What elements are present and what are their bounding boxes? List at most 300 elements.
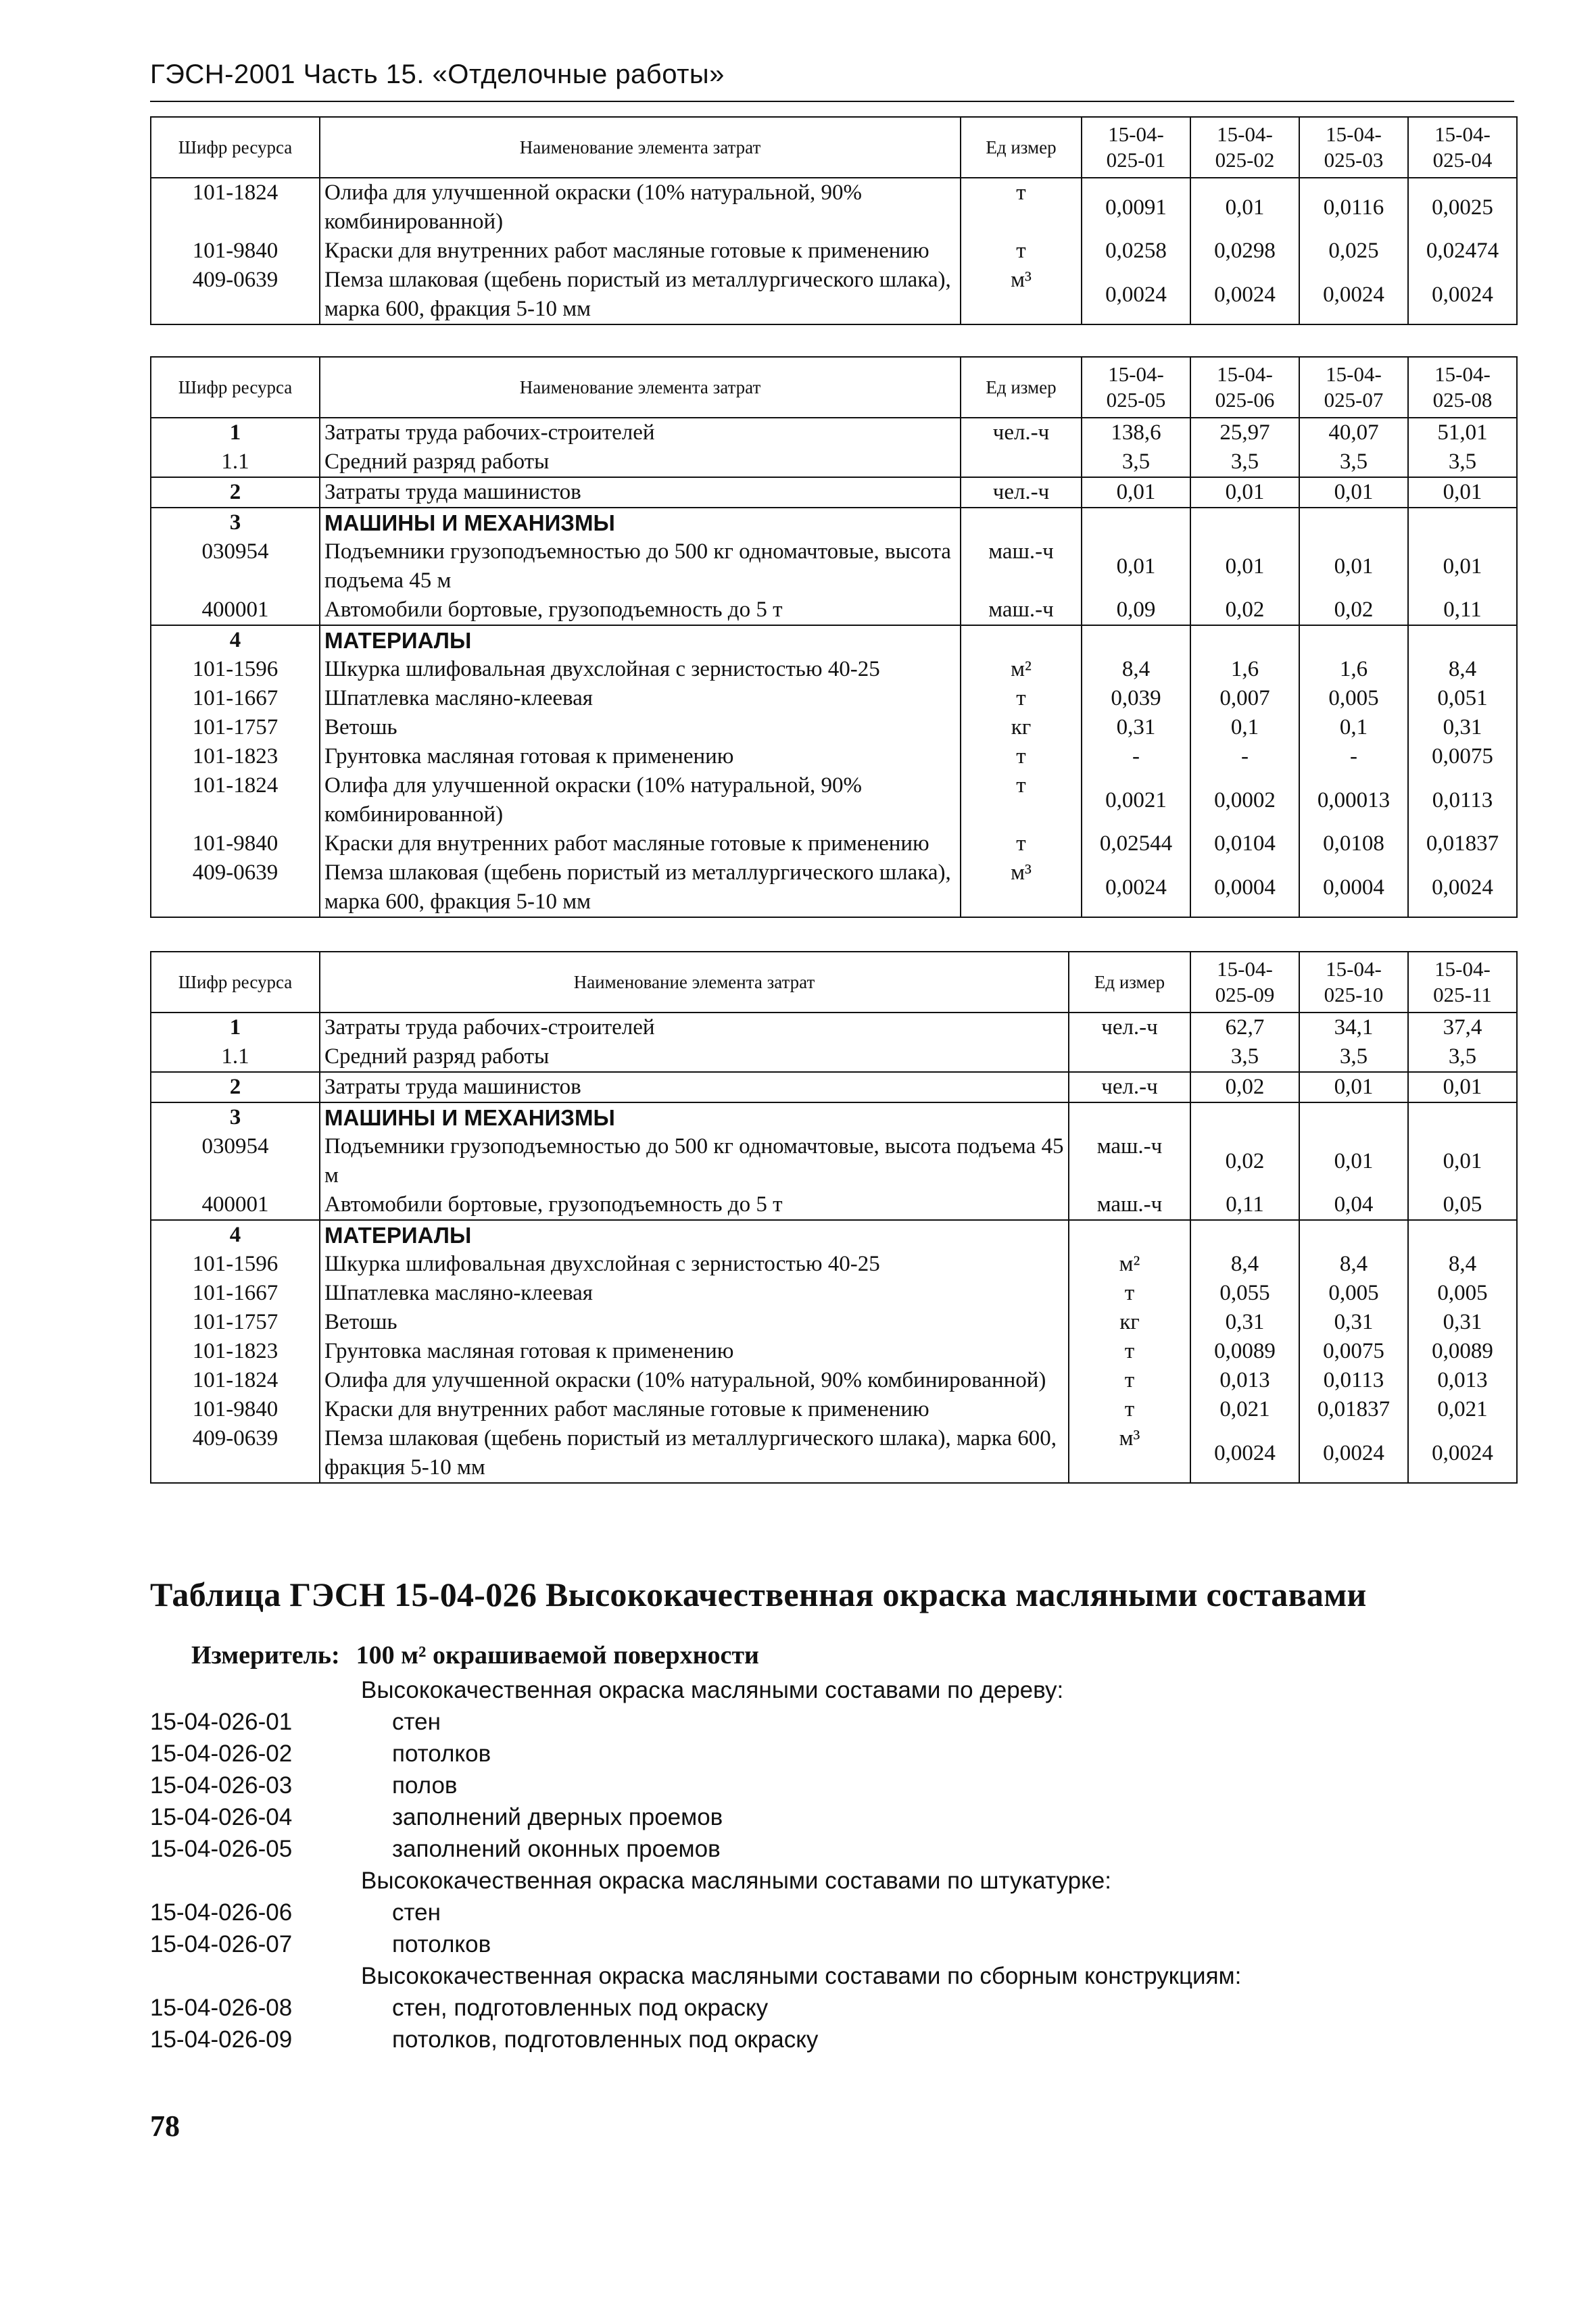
resource-name: Затраты труда рабочих-строителей (320, 1013, 1069, 1042)
unit-cell: маш.-ч (1069, 1132, 1190, 1190)
resource-name: Пемза шлаковая (щебень пористый из металлургического шлака), марка 600, фракция 5-10 мм (320, 266, 961, 324)
table-header-row (151, 117, 1517, 178)
table-title: Таблица ГЭСН 15-04-026 Высококачественная окраска масляными составами (150, 1576, 1367, 1613)
value-cell: 138,6 (1082, 418, 1190, 447)
value-cell: 0,31 (1299, 1308, 1408, 1337)
section-heading: МАШИНЫ И МЕХАНИЗМЫ (320, 1102, 1069, 1132)
work-group-heading (150, 1960, 1489, 1992)
header-unit: Ед измер (961, 357, 1082, 418)
unit-cell: т (961, 178, 1082, 237)
value-cell: 0,01 (1408, 1132, 1517, 1190)
resource-name: Грунтовка масляная готовая к применению (320, 742, 961, 771)
resource-name: Затраты труда рабочих-строителей (320, 418, 961, 447)
value-cell: 0,0004 (1299, 858, 1408, 917)
header-column-code: 15-04- 025-06 (1190, 357, 1299, 418)
header-column-code: 15-04- 025-05 (1082, 357, 1190, 418)
unit-cell: т (961, 742, 1082, 771)
value-cell: 0,0002 (1190, 771, 1299, 829)
value-cell: 0,005 (1299, 684, 1408, 713)
value-cell: 0,005 (1299, 1279, 1408, 1308)
value-cell (1190, 1102, 1299, 1132)
header-name: Наименование элемента затрат (320, 952, 1069, 1013)
value-cell: 0,31 (1082, 713, 1190, 742)
resource-code: 030954 (151, 1132, 320, 1190)
work-item (150, 1928, 1489, 1960)
resource-table-025-09-11 (150, 951, 1518, 1484)
value-cell: 0,005 (1408, 1279, 1517, 1308)
value-cell: 0,01 (1299, 1072, 1408, 1102)
value-cell: 40,07 (1299, 418, 1408, 447)
work-item (150, 1897, 1489, 1928)
table-row (151, 771, 1517, 829)
value-cell: 0,0024 (1408, 858, 1517, 917)
work-item-text: Высококачественная окраска масляными составами по сборным конструкциям: (361, 1963, 1242, 1989)
resource-code: 101-1667 (151, 684, 320, 713)
unit-cell: м² (1069, 1250, 1190, 1279)
work-item-text: заполнений дверных проемов (392, 1804, 723, 1830)
value-cell: 0,0258 (1082, 237, 1190, 266)
table-row (151, 858, 1517, 917)
unit-cell: т (1069, 1337, 1190, 1366)
value-cell: 1,6 (1299, 655, 1408, 684)
table-row (151, 1132, 1517, 1190)
work-item-text: потолков (392, 1740, 491, 1767)
table-row (151, 1220, 1517, 1250)
unit-cell: маш.-ч (1069, 1190, 1190, 1220)
resource-code: 030954 (151, 537, 320, 595)
resource-name: Средний разряд работы (320, 447, 961, 477)
unit-cell (961, 625, 1082, 655)
value-cell: - (1082, 742, 1190, 771)
resource-code: 101-1596 (151, 1250, 320, 1279)
header-name: Наименование элемента затрат (320, 117, 961, 178)
table-row (151, 684, 1517, 713)
resource-code: 101-1667 (151, 1279, 320, 1308)
unit-cell: чел.-ч (961, 477, 1082, 508)
value-cell: 0,02 (1299, 595, 1408, 625)
value-cell: 0,01 (1190, 537, 1299, 595)
work-item-code: 15-04-026-03 (150, 1772, 293, 1799)
value-cell: 0,021 (1190, 1395, 1299, 1424)
unit-cell: маш.-ч (961, 537, 1082, 595)
value-cell: 0,01 (1190, 178, 1299, 237)
table-row (151, 742, 1517, 771)
resource-name: Шкурка шлифовальная двухслойная с зернистостью 40-25 (320, 655, 961, 684)
resource-code: 409-0639 (151, 858, 320, 917)
resource-name: Олифа для улучшенной окраски (10% натуральной, 90% комбинированной) (320, 1366, 1069, 1395)
value-cell: 0,31 (1190, 1308, 1299, 1337)
work-item (150, 1738, 1489, 1770)
measure-label: Измеритель: (191, 1641, 340, 1670)
value-cell: 0,01 (1299, 1132, 1408, 1190)
resource-name: Шкурка шлифовальная двухслойная с зернистостью 40-25 (320, 1250, 1069, 1279)
value-cell: 0,025 (1299, 237, 1408, 266)
value-cell: 0,0113 (1408, 771, 1517, 829)
value-cell: 8,4 (1408, 1250, 1517, 1279)
table-row (151, 1072, 1517, 1102)
unit-cell: т (1069, 1279, 1190, 1308)
value-cell: 3,5 (1408, 1042, 1517, 1072)
table-row (151, 655, 1517, 684)
value-cell: 0,31 (1408, 713, 1517, 742)
table-row (151, 1102, 1517, 1132)
resource-code: 101-1757 (151, 713, 320, 742)
value-cell (1299, 625, 1408, 655)
unit-cell: т (961, 684, 1082, 713)
value-cell: 0,007 (1190, 684, 1299, 713)
resource-code: 4 (151, 625, 320, 655)
value-cell: 0,01 (1299, 537, 1408, 595)
value-cell: 3,5 (1299, 447, 1408, 477)
value-cell (1408, 1220, 1517, 1250)
value-cell: 0,039 (1082, 684, 1190, 713)
work-item-code: 15-04-026-09 (150, 2026, 293, 2053)
work-item (150, 2024, 1489, 2055)
value-cell: 0,013 (1408, 1366, 1517, 1395)
table-row (151, 1042, 1517, 1072)
resource-name: Подъемники грузоподъемностью до 500 кг одномачтовые, высота подъема 45 м (320, 1132, 1069, 1190)
unit-cell: т (961, 237, 1082, 266)
table-row (151, 1424, 1517, 1483)
unit-cell: м³ (961, 266, 1082, 324)
header-column-code: 15-04- 025-04 (1408, 117, 1517, 178)
value-cell: 0,09 (1082, 595, 1190, 625)
table-row (151, 508, 1517, 537)
resource-name: Грунтовка масляная готовая к применению (320, 1337, 1069, 1366)
resource-code: 409-0639 (151, 1424, 320, 1483)
resource-code: 2 (151, 477, 320, 508)
work-item (150, 1706, 1489, 1738)
table-header-row (151, 952, 1517, 1013)
value-cell: 0,0021 (1082, 771, 1190, 829)
resource-name: Краски для внутренних работ масляные готовые к применению (320, 829, 961, 858)
value-cell: 1,6 (1190, 655, 1299, 684)
value-cell: 51,01 (1408, 418, 1517, 447)
measure-value: 100 м² окрашиваемой поверхности (356, 1641, 759, 1670)
value-cell: 0,01 (1408, 477, 1517, 508)
resource-name: Затраты труда машинистов (320, 1072, 1069, 1102)
work-item-code: 15-04-026-01 (150, 1709, 293, 1735)
value-cell: 25,97 (1190, 418, 1299, 447)
unit-cell (1069, 1102, 1190, 1132)
value-cell: 0,0024 (1408, 1424, 1517, 1483)
value-cell: 0,0298 (1190, 237, 1299, 266)
value-cell: 0,0075 (1299, 1337, 1408, 1366)
value-cell: 0,0004 (1190, 858, 1299, 917)
unit-cell: м² (961, 655, 1082, 684)
value-cell (1299, 508, 1408, 537)
section-heading: МАШИНЫ И МЕХАНИЗМЫ (320, 508, 961, 537)
value-cell: 0,055 (1190, 1279, 1299, 1308)
value-cell (1190, 508, 1299, 537)
work-item-code: 15-04-026-07 (150, 1931, 293, 1957)
table-row (151, 1395, 1517, 1424)
value-cell: 0,01 (1082, 537, 1190, 595)
header-column-code: 15-04- 025-03 (1299, 117, 1408, 178)
value-cell: 0,0089 (1408, 1337, 1517, 1366)
measure-line (191, 1640, 759, 1670)
resource-code: 4 (151, 1220, 320, 1250)
header-code: Шифр ресурса (151, 357, 320, 418)
value-cell: - (1190, 742, 1299, 771)
value-cell: 0,01 (1082, 477, 1190, 508)
table-row (151, 178, 1517, 237)
resource-name: Подъемники грузоподъемностью до 500 кг одномачтовые, высота подъема 45 м (320, 537, 961, 595)
value-cell: 0,11 (1190, 1190, 1299, 1220)
resource-code: 3 (151, 508, 320, 537)
work-item-text: стен (392, 1899, 441, 1926)
resource-name: Краски для внутренних работ масляные готовые к применению (320, 237, 961, 266)
value-cell: 0,31 (1408, 1308, 1517, 1337)
work-group-heading (150, 1865, 1489, 1897)
work-item-code: 15-04-026-05 (150, 1836, 293, 1862)
value-cell (1408, 508, 1517, 537)
work-items-list (150, 1674, 1489, 2055)
unit-cell: т (1069, 1395, 1190, 1424)
header-column-code: 15-04- 025-09 (1190, 952, 1299, 1013)
value-cell: 0,0089 (1190, 1337, 1299, 1366)
resource-name: Шпатлевка масляно-клеевая (320, 1279, 1069, 1308)
work-item-code: 15-04-026-06 (150, 1899, 293, 1926)
header-code: Шифр ресурса (151, 952, 320, 1013)
header-rule (150, 101, 1514, 102)
work-group-heading (150, 1674, 1489, 1706)
resource-code: 1 (151, 1013, 320, 1042)
resource-table-025-05-08 (150, 356, 1518, 918)
header-column-code: 15-04- 025-07 (1299, 357, 1408, 418)
header-name: Наименование элемента затрат (320, 357, 961, 418)
value-cell: 0,0104 (1190, 829, 1299, 858)
value-cell: 0,0024 (1408, 266, 1517, 324)
unit-cell: м³ (1069, 1424, 1190, 1483)
header-column-code: 15-04- 025-02 (1190, 117, 1299, 178)
work-item-text: потолков (392, 1931, 491, 1957)
resource-name: Затраты труда машинистов (320, 477, 961, 508)
value-cell: 0,00013 (1299, 771, 1408, 829)
table-row (151, 1308, 1517, 1337)
value-cell: 0,02 (1190, 595, 1299, 625)
value-cell: 0,02 (1190, 1132, 1299, 1190)
value-cell (1190, 625, 1299, 655)
section-heading: МАТЕРИАЛЫ (320, 1220, 1069, 1250)
section-heading: МАТЕРИАЛЫ (320, 625, 961, 655)
resource-code: 409-0639 (151, 266, 320, 324)
unit-cell: чел.-ч (1069, 1013, 1190, 1042)
value-cell: 0,0116 (1299, 178, 1408, 237)
table-row (151, 1337, 1517, 1366)
value-cell: 0,01 (1408, 1072, 1517, 1102)
value-cell: 0,02544 (1082, 829, 1190, 858)
resource-code: 101-1824 (151, 178, 320, 237)
work-item-text: потолков, подготовленных под окраску (392, 2026, 819, 2053)
resource-code: 101-1823 (151, 1337, 320, 1366)
value-cell: 0,0024 (1299, 266, 1408, 324)
value-cell: 3,5 (1190, 447, 1299, 477)
header-column-code: 15-04- 025-11 (1408, 952, 1517, 1013)
value-cell: 0,02474 (1408, 237, 1517, 266)
resource-code: 101-1596 (151, 655, 320, 684)
work-item (150, 1992, 1489, 2024)
work-item-text: стен (392, 1709, 441, 1735)
table-row (151, 237, 1517, 266)
value-cell (1299, 1220, 1408, 1250)
resource-name: Пемза шлаковая (щебень пористый из металлургического шлака), марка 600, фракция 5-10 мм (320, 1424, 1069, 1483)
value-cell: 0,0024 (1190, 1424, 1299, 1483)
value-cell: 37,4 (1408, 1013, 1517, 1042)
header-column-code: 15-04- 025-01 (1082, 117, 1190, 178)
resource-table-025-01-04 (150, 116, 1518, 325)
table-row (151, 713, 1517, 742)
work-item-code: 15-04-026-02 (150, 1740, 293, 1767)
table-row (151, 1013, 1517, 1042)
unit-cell: кг (1069, 1308, 1190, 1337)
resource-code: 101-1824 (151, 1366, 320, 1395)
resource-code: 101-9840 (151, 829, 320, 858)
table-row (151, 1190, 1517, 1220)
resource-name: Шпатлевка масляно-клеевая (320, 684, 961, 713)
table-row (151, 1279, 1517, 1308)
table-row (151, 595, 1517, 625)
value-cell: 0,04 (1299, 1190, 1408, 1220)
resource-name: Краски для внутренних работ масляные готовые к применению (320, 1395, 1069, 1424)
work-item-text: заполнений оконных проемов (392, 1836, 721, 1862)
table-row (151, 418, 1517, 447)
value-cell: 0,1 (1299, 713, 1408, 742)
value-cell: 0,0024 (1082, 266, 1190, 324)
value-cell: 0,01 (1190, 477, 1299, 508)
value-cell: 8,4 (1190, 1250, 1299, 1279)
table-row (151, 266, 1517, 324)
value-cell: 3,5 (1408, 447, 1517, 477)
work-item (150, 1801, 1489, 1833)
header-code: Шифр ресурса (151, 117, 320, 178)
value-cell: 0,0108 (1299, 829, 1408, 858)
value-cell (1408, 625, 1517, 655)
work-item-code: 15-04-026-04 (150, 1804, 293, 1830)
value-cell: 0,0024 (1190, 266, 1299, 324)
unit-cell: т (961, 771, 1082, 829)
value-cell (1299, 1102, 1408, 1132)
value-cell: 8,4 (1299, 1250, 1408, 1279)
running-header: ГЭСН-2001 Часть 15. «Отделочные работы» (150, 59, 725, 89)
page-number: 78 (150, 2110, 180, 2143)
work-item-code: 15-04-026-08 (150, 1995, 293, 2021)
value-cell: 62,7 (1190, 1013, 1299, 1042)
value-cell: 0,01 (1408, 537, 1517, 595)
value-cell: - (1299, 742, 1408, 771)
work-item (150, 1770, 1489, 1801)
resource-name: Автомобили бортовые, грузоподъемность до 5 т (320, 595, 961, 625)
value-cell: 3,5 (1299, 1042, 1408, 1072)
value-cell: 8,4 (1408, 655, 1517, 684)
value-cell: 0,021 (1408, 1395, 1517, 1424)
value-cell: 0,0025 (1408, 178, 1517, 237)
work-item (150, 1833, 1489, 1865)
resource-name: Олифа для улучшенной окраски (10% натуральной, 90% комбинированной) (320, 178, 961, 237)
value-cell: 0,1 (1190, 713, 1299, 742)
unit-cell: т (961, 829, 1082, 858)
table-row (151, 1366, 1517, 1395)
value-cell: 0,0091 (1082, 178, 1190, 237)
unit-cell: маш.-ч (961, 595, 1082, 625)
unit-cell (961, 447, 1082, 477)
resource-code: 101-9840 (151, 1395, 320, 1424)
resource-name: Ветошь (320, 1308, 1069, 1337)
unit-cell: чел.-ч (961, 418, 1082, 447)
value-cell (1408, 1102, 1517, 1132)
resource-code: 101-1824 (151, 771, 320, 829)
value-cell: 0,0113 (1299, 1366, 1408, 1395)
value-cell: 34,1 (1299, 1013, 1408, 1042)
resource-name: Средний разряд работы (320, 1042, 1069, 1072)
value-cell (1082, 508, 1190, 537)
work-item-text: Высококачественная окраска масляными составами по дереву: (361, 1677, 1064, 1703)
resource-code: 1.1 (151, 1042, 320, 1072)
resource-name: Олифа для улучшенной окраски (10% натуральной, 90% комбинированной) (320, 771, 961, 829)
unit-cell (961, 508, 1082, 537)
resource-code: 2 (151, 1072, 320, 1102)
unit-cell: м³ (961, 858, 1082, 917)
unit-cell: кг (961, 713, 1082, 742)
value-cell: 0,02 (1190, 1072, 1299, 1102)
resource-name: Ветошь (320, 713, 961, 742)
table-row (151, 537, 1517, 595)
value-cell: 0,0024 (1082, 858, 1190, 917)
value-cell: 0,01837 (1299, 1395, 1408, 1424)
unit-cell (1069, 1042, 1190, 1072)
work-item-text: стен, подготовленных под окраску (392, 1995, 769, 2021)
resource-code: 400001 (151, 595, 320, 625)
resource-code: 101-1823 (151, 742, 320, 771)
value-cell: 0,01 (1299, 477, 1408, 508)
resource-name: Автомобили бортовые, грузоподъемность до 5 т (320, 1190, 1069, 1220)
value-cell: 0,051 (1408, 684, 1517, 713)
resource-code: 1 (151, 418, 320, 447)
value-cell: 3,5 (1190, 1042, 1299, 1072)
table-header-row (151, 357, 1517, 418)
unit-cell: т (1069, 1366, 1190, 1395)
table-row (151, 829, 1517, 858)
value-cell (1082, 625, 1190, 655)
table-row (151, 625, 1517, 655)
unit-cell (1069, 1220, 1190, 1250)
resource-code: 3 (151, 1102, 320, 1132)
header-column-code: 15-04- 025-10 (1299, 952, 1408, 1013)
work-item-text: полов (392, 1772, 458, 1799)
unit-cell: чел.-ч (1069, 1072, 1190, 1102)
value-cell: 0,05 (1408, 1190, 1517, 1220)
table-row (151, 447, 1517, 477)
resource-code: 1.1 (151, 447, 320, 477)
work-item-text: Высококачественная окраска масляными составами по штукатурке: (361, 1868, 1111, 1894)
header-unit: Ед измер (961, 117, 1082, 178)
value-cell: 3,5 (1082, 447, 1190, 477)
value-cell: 8,4 (1082, 655, 1190, 684)
value-cell: 0,0024 (1299, 1424, 1408, 1483)
value-cell (1190, 1220, 1299, 1250)
header-unit: Ед измер (1069, 952, 1190, 1013)
resource-name: Пемза шлаковая (щебень пористый из металлургического шлака), марка 600, фракция 5-10 мм (320, 858, 961, 917)
resource-code: 101-1757 (151, 1308, 320, 1337)
value-cell: 0,11 (1408, 595, 1517, 625)
value-cell: 0,013 (1190, 1366, 1299, 1395)
table-row (151, 477, 1517, 508)
value-cell: 0,0075 (1408, 742, 1517, 771)
resource-code: 101-9840 (151, 237, 320, 266)
value-cell: 0,01837 (1408, 829, 1517, 858)
header-column-code: 15-04- 025-08 (1408, 357, 1517, 418)
resource-code: 400001 (151, 1190, 320, 1220)
